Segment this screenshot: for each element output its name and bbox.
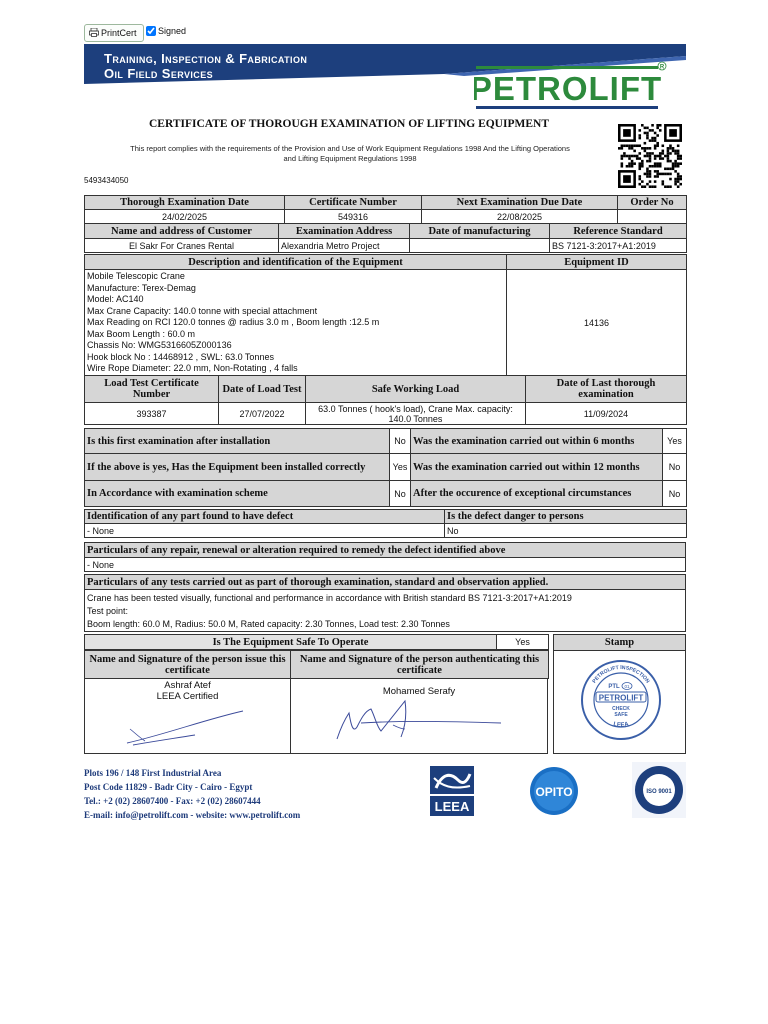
leea-logo [430,766,474,816]
repairs-table [84,542,686,572]
print-cert-label: PrintCert [101,28,137,38]
certificate-subtitle: This report complies with the requirements of the Provision and Use of Work Equipment Regulations 1998 And the Lifting Operations and Lifting Equipment Regulations 1998 [130,144,570,163]
question-label: In Accordance with examination scheme [85,481,390,507]
stamp-badge-num: 01 [624,684,630,689]
load-date-value: 27/07/2022 [219,403,306,425]
answer-value: Yes [663,429,687,454]
equipment-table [84,254,687,377]
stamp-line1: CHECK [612,706,630,712]
equipment-id-value: 14136 [507,270,687,377]
svg-text:PETROLIFT: PETROLIFT [474,70,663,107]
questions-table [84,428,687,507]
load-cert-value: 393387 [85,403,219,425]
header-line2: Oil Field Services [104,66,213,81]
stamp-box [553,634,686,754]
col-header: Safe Working Load [306,376,526,403]
col-header: Certificate Number [285,196,422,210]
desc-line: Max Boom Length : 60.0 m [87,328,196,339]
auth-header: Name and Signature of the person authenticating this certificate [291,651,549,679]
stamp-brand: PETROLIFT [598,693,644,703]
svg-text:R: R [659,64,665,71]
signed-label: Signed [158,26,187,36]
tests-line: Test point: [87,605,129,616]
print-cert-button[interactable] [84,24,144,42]
exam-address-value: Alexandria Metro Project [279,239,410,253]
header-line1: Training, Inspection & Fabrication [104,51,308,66]
stamp-line2: SAFE [614,712,628,718]
printer-icon [89,28,99,39]
desc-line: Max Reading on RCI 120.0 tonnes @ radius 3.0 m , Boom length :12.5 m [87,317,380,327]
svg-text:LEEA [613,721,630,728]
auth-signature [331,697,511,747]
answer-value: No [390,429,411,454]
col-header: Examination Address [279,224,410,239]
col-header: Load Test Certificate Number [85,376,219,403]
stamp-header: Stamp [554,635,685,651]
safe-to-operate-table [84,634,549,650]
exam-info-table [84,195,687,224]
next-exam-value: 22/08/2025 [422,210,618,224]
customer-value: El Sakr For Cranes Rental [85,239,279,253]
leea-logo-text: LEEA [434,799,470,814]
iso-logo [632,762,686,818]
question-label: Was the examination carried out within 12 months [411,454,663,481]
equipment-description [85,270,507,377]
auth-signature-box [290,678,548,754]
desc-line: Hook block No : 14468912 , SWL: 63.0 Tonnes [87,351,274,362]
signed-checkbox[interactable] [146,26,156,36]
inspection-stamp [580,659,662,741]
desc-line: Mobile Telescopic Crane [87,271,185,281]
auth-name: Mohamed Serafy [382,686,456,697]
equipment-desc-header: Description and identification of the Equipment [85,255,507,270]
signed-toggle[interactable] [146,26,186,36]
col-header: Name and address of Customer [85,224,279,239]
tests-line: Crane has been tested visually, functional and performance in accordance with British standard BS 7121-3:2017+A1:2019 [87,592,572,603]
repairs-header: Particulars of any repair, renewal or alteration required to remedy the defect identified above [85,543,686,558]
tests-header: Particulars of any tests carried out as part of thorough examination, standard and observation applied. [85,575,686,590]
company-address [84,766,300,822]
stamp-ring-bottom: LEEA [612,721,630,729]
question-label: Is this first examination after installation [85,429,390,454]
question-label: Was the examination carried out within 6 months [411,429,663,454]
issuer-signature [125,709,255,749]
stamp-ring-top: PETROLIFT INSPECTION [591,664,651,685]
address-line: Tel.: +2 (02) 28607400 - Fax: +2 (02) 28607444 [84,796,261,806]
col-header: Order No [618,196,687,210]
iso-logo-text: ISO 9001 [646,789,672,795]
tests-value [85,590,686,632]
col-header: Reference Standard [550,224,687,239]
answer-value: No [663,481,687,507]
customer-info-table [84,223,687,253]
last-exam-value: 11/09/2024 [526,403,687,425]
safe-answer: Yes [497,635,549,650]
desc-line: Model: AC140 [87,294,144,304]
certificate-title: CERTIFICATE OF THOROUGH EXAMINATION OF LIFTING EQUIPMENT [148,118,549,130]
manufacture-date-value [410,239,550,253]
answer-value: Yes [390,454,411,481]
question-label: If the above is yes, Has the Equipment been installed correctly [85,454,390,481]
swl-value: 63.0 Tonnes ( hook's load), Crane Max. capacity: 140.0 Tonnes [306,403,526,425]
tests-line: Boom length: 60.0 M, Radius: 50.0 M, Rated capacity: 2.30 Tonnes, Load test: 2.30 Tonnes [87,618,450,629]
equipment-id-header: Equipment ID [507,255,687,270]
reference-number: 5493434050 [84,176,129,185]
defect-part-header: Identification of any part found to have defect [85,510,445,524]
defect-danger-value: No [445,524,687,538]
answer-value: No [663,454,687,481]
question-label: After the occurence of exceptional circumstances [411,481,663,507]
signatures-header-table [84,650,549,679]
cert-number-value: 549316 [285,210,422,224]
col-header: Date of manufacturing [410,224,550,239]
order-no-value [618,210,687,224]
address-line: Post Code 11829 - Badr City - Cairo - Egypt [84,782,253,792]
col-header: Date of Load Test [219,376,306,403]
issuer-header: Name and Signature of the person issue this certificate [85,651,291,679]
qr-code [618,124,682,188]
repairs-value: - None [85,558,686,572]
address-line: Plots 196 / 148 First Industrial Area [84,768,222,778]
answer-value: No [390,481,411,507]
safe-question: Is The Equipment Safe To Operate [85,635,497,650]
exam-date-value: 24/02/2025 [85,210,285,224]
desc-line: Max Crane Capacity: 140.0 tonne with special attachment [87,305,318,316]
col-header: Next Examination Due Date [422,196,618,210]
petrolift-logo [474,60,674,118]
defect-part-value: - None [85,524,445,538]
issuer-cert: LEEA Certified [156,691,219,702]
desc-line: Wire Rope Diameter: 22.0 mm, Non-Rotating , 4 falls [87,363,298,373]
reference-standard-value: BS 7121-3:2017+A1:2019 [550,239,687,253]
opito-logo [527,766,581,816]
opito-logo-text: OPITO [535,785,573,799]
col-header: Thorough Examination Date [85,196,285,210]
stamp-badge: PTL [608,684,620,690]
issuer-name: Ashraf Atef [164,680,211,691]
issuer-signature-box [84,678,291,754]
header-tagline [104,51,307,81]
defects-table [84,509,687,538]
address-line: E-mail: info@petrolift.com - website: www.petrolift.com [84,810,301,820]
defect-danger-header: Is the defect danger to persons [445,510,687,524]
desc-line: Manufacture: Terex-Demag [87,282,196,293]
desc-line: Chassis No: WMG5316605Z000136 [87,340,232,350]
load-test-table [84,375,687,425]
tests-table [84,574,686,632]
col-header: Date of Last thorough examination [526,376,687,403]
